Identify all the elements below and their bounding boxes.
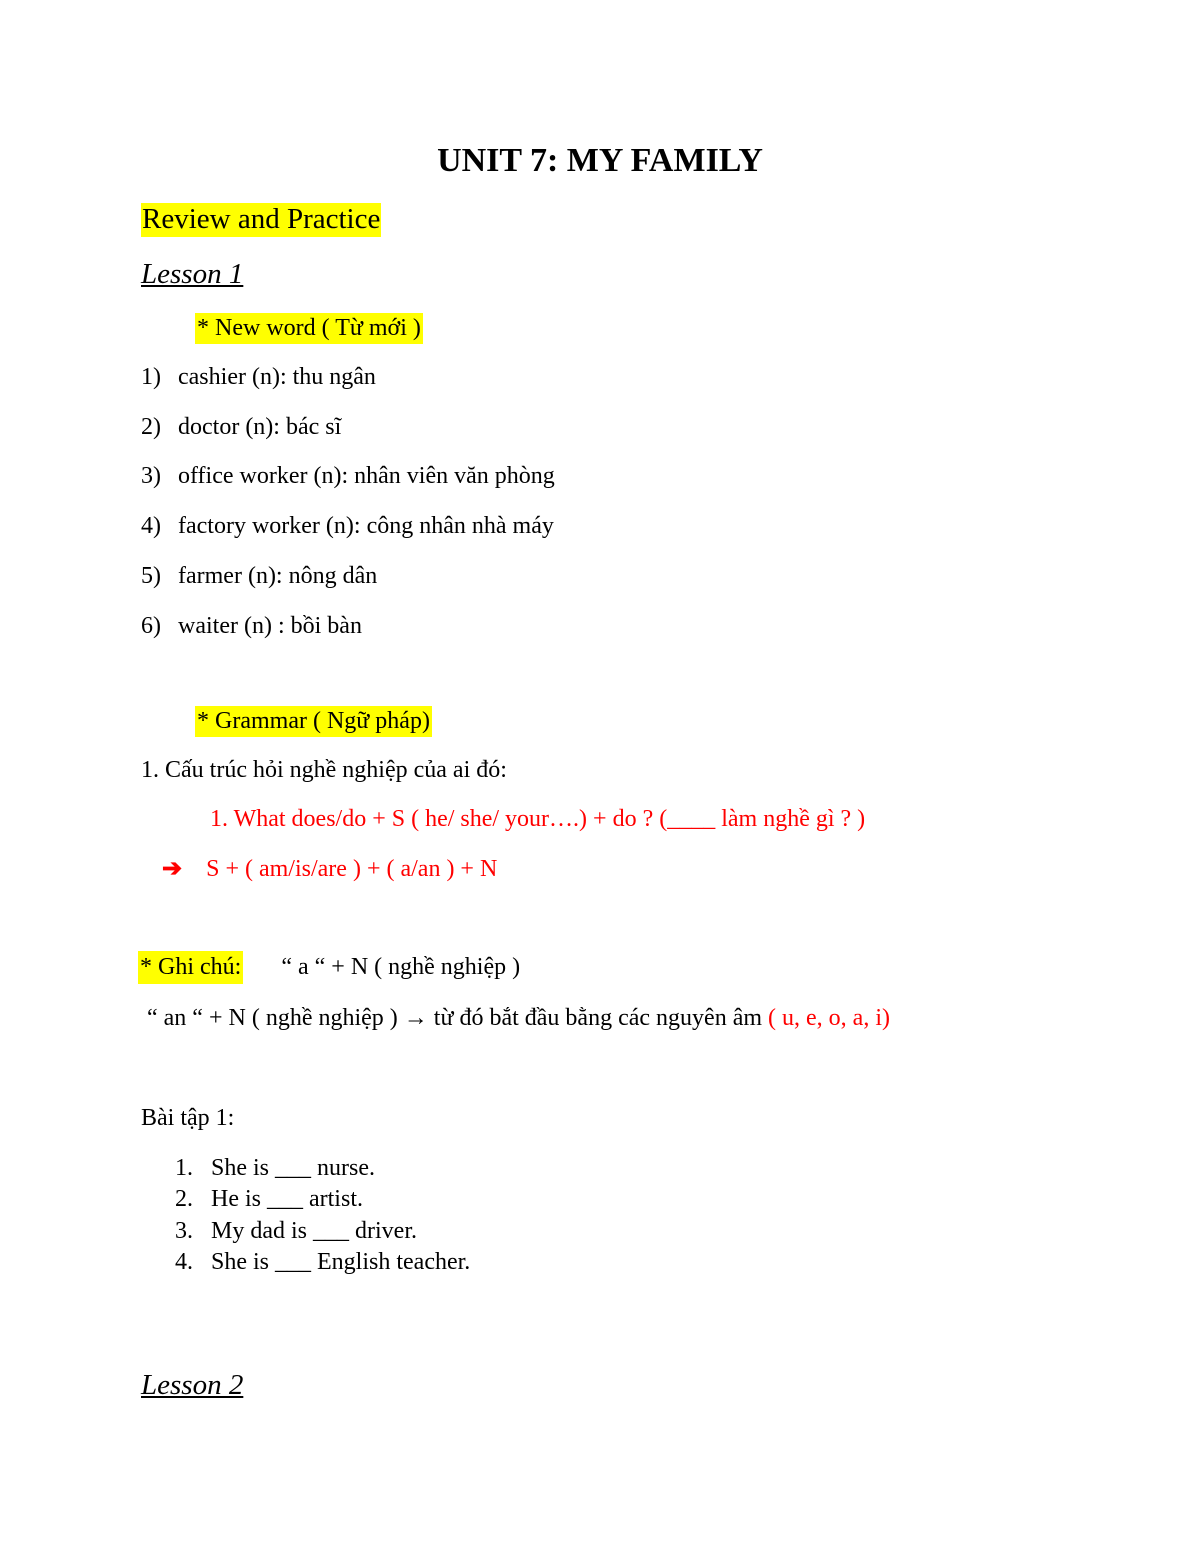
note-rule-a: “ a “ + N ( nghề nghiệp ): [281, 954, 521, 980]
arrow-right-icon: ➔: [162, 856, 183, 882]
vocabulary-item: [141, 564, 377, 588]
vocabulary-item: [141, 464, 555, 488]
note-vowels: ( u, e, o, a, i): [768, 1005, 890, 1031]
vocabulary-item: [141, 415, 341, 439]
exercise-item-number: 4.: [175, 1249, 193, 1275]
exercise-heading: Bài tập 1:: [141, 1105, 235, 1131]
vocabulary-item-text: factory worker (n): công nhân nhà máy: [178, 513, 554, 539]
vocabulary-item-number: 1): [141, 364, 161, 390]
exercise-item-number: 2.: [175, 1186, 193, 1212]
note-label: * Ghi chú:: [138, 951, 243, 984]
note-line-a: [138, 955, 520, 979]
arrow-right-icon: →: [403, 1005, 428, 1031]
vocabulary-item-number: 5): [141, 563, 161, 589]
vocabulary-item-text: cashier (n): thu ngân: [178, 364, 376, 390]
vocabulary-item-number: 4): [141, 513, 161, 539]
grammar-point: 1. Cấu trúc hỏi nghề nghiệp của ai đó:: [141, 757, 507, 783]
exercise-item-text: She is ___ English teacher.: [211, 1249, 471, 1275]
vocabulary-item-number: 6): [141, 613, 161, 639]
new-word-heading: * New word ( Từ mới ): [195, 313, 423, 344]
section-heading-review-and-practice: Review and Practice: [142, 203, 381, 235]
lesson-2-heading: Lesson 2: [141, 1369, 244, 1401]
exercise-item: [175, 1250, 470, 1274]
grammar-heading: * Grammar ( Ngữ pháp): [195, 706, 432, 737]
answer-structure-line: [162, 857, 497, 881]
vocabulary-item-number: 3): [141, 463, 161, 489]
answer-structure: S + ( am/is/are ) + ( a/an ) + N: [206, 856, 498, 882]
vocabulary-item-text: doctor (n): bác sĩ: [178, 414, 342, 440]
exercise-item-text: She is ___ nurse.: [211, 1155, 375, 1181]
vocabulary-item-number: 2): [141, 414, 161, 440]
vocabulary-item: [141, 514, 554, 538]
page-title: UNIT 7: MY FAMILY: [437, 142, 763, 179]
exercise-item: [175, 1187, 363, 1211]
exercise-item-text: He is ___ artist.: [211, 1186, 363, 1212]
exercise-item: [175, 1156, 375, 1180]
vocabulary-item: [141, 614, 362, 638]
exercise-item: [175, 1219, 417, 1243]
vocabulary-item: [141, 365, 376, 389]
lesson-1-heading: Lesson 1: [141, 258, 244, 290]
vocabulary-item-text: office worker (n): nhân viên văn phòng: [178, 463, 555, 489]
exercise-item-text: My dad is ___ driver.: [211, 1218, 417, 1244]
vocabulary-item-text: waiter (n) : bồi bàn: [178, 613, 362, 639]
note-rule-an-prefix: “ an “ + N ( nghề nghiệp ): [147, 1005, 398, 1031]
note-line-an: [147, 1006, 890, 1030]
note-rule-an-suffix: từ đó bắt đầu bằng các nguyên âm: [433, 1005, 763, 1031]
vocabulary-item-text: farmer (n): nông dân: [178, 563, 378, 589]
exercise-item-number: 3.: [175, 1218, 193, 1244]
question-structure: 1. What does/do + S ( he/ she/ your….) + do ? (____ làm nghề gì ? ): [210, 806, 866, 832]
exercise-item-number: 1.: [175, 1155, 193, 1181]
